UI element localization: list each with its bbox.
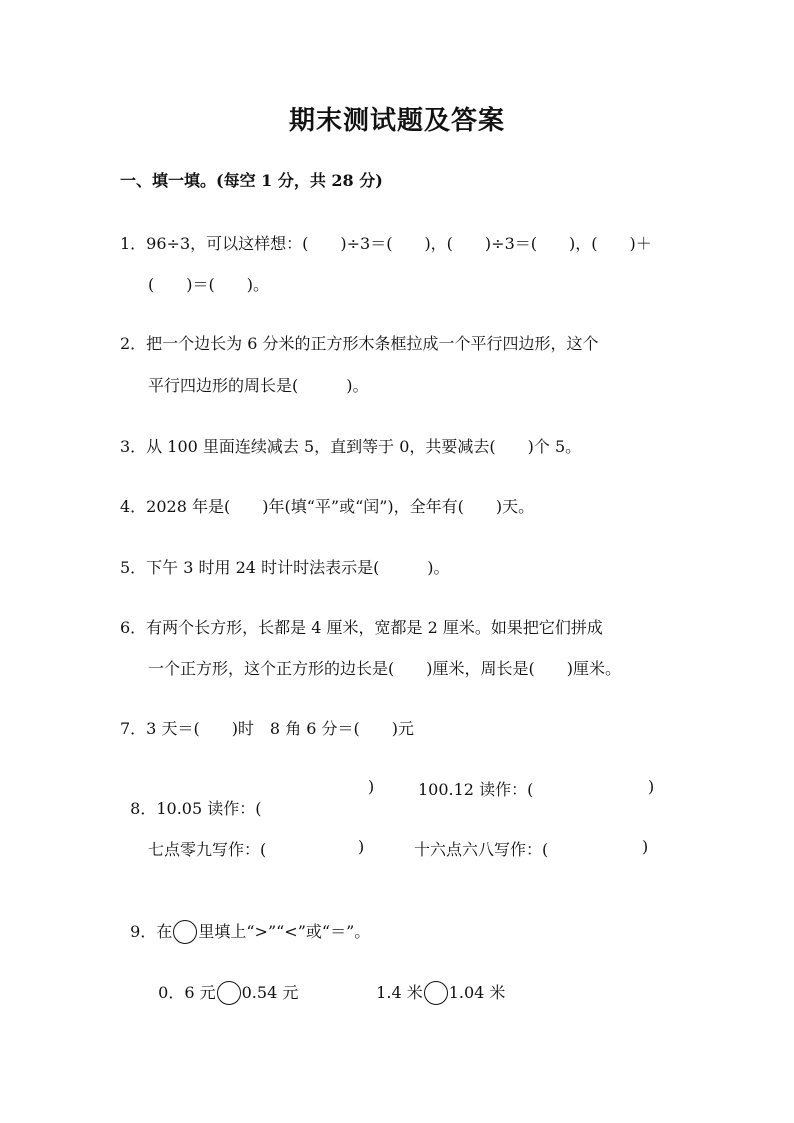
question-9 xyxy=(120,900,370,944)
q8-read-1-label: 8．10.05 读作：( xyxy=(130,799,262,818)
question-7: 7．3 天＝( )时 8 角 6 分＝( )元 xyxy=(120,719,415,738)
compare-2-left: 1.4 米 xyxy=(376,983,423,1002)
question-6-line-1: 6．有两个长方形，长都是 4 厘米，宽都是 2 厘米。如果把它们拼成 xyxy=(120,618,603,637)
question-4: 4．2028 年是( )年(填“平”或“闰”)，全年有( )天。 xyxy=(120,497,535,516)
question-8-read-2: 100.12 读作：( xyxy=(418,780,534,799)
question-2-line-1: 2．把一个边长为 6 分米的正方形木条框拉成一个平行四边形，这个 xyxy=(120,334,599,353)
question-6-line-2: 一个正方形，这个正方形的边长是( )厘米，周长是( )厘米。 xyxy=(148,659,621,678)
question-2-line-2: 平行四边形的周长是( )。 xyxy=(148,376,369,395)
compare-1-right: 0.54 元 xyxy=(241,983,299,1002)
comparison-circle-icon[interactable] xyxy=(217,981,241,1005)
q9-suffix: 里填上“>”“<”或“＝”。 xyxy=(198,922,371,941)
question-8-write-2: 十六点六八写作：( xyxy=(414,840,549,859)
question-8-write-1: 七点零九写作：( xyxy=(148,840,267,859)
question-5: 5．下午 3 时用 24 时计时法表示是( )。 xyxy=(120,558,450,577)
section-heading: 一、填一填。(每空 1 分，共 28 分) xyxy=(120,171,383,190)
question-8-read-1 xyxy=(120,777,262,819)
compare-2-right: 1.04 米 xyxy=(448,983,506,1002)
q8-read-2-close: ) xyxy=(648,777,655,796)
question-9-compare-2 xyxy=(366,961,505,1005)
question-3: 3．从 100 里面连续减去 5，直到等于 0，共要减去( )个 5。 xyxy=(120,437,582,456)
question-9-compare-1 xyxy=(148,961,298,1005)
compare-1-left: 0．6 元 xyxy=(158,983,216,1002)
comparison-circle-icon xyxy=(173,920,197,944)
page-title: 期末测试题及答案 xyxy=(288,106,505,136)
q9-prefix: 9．在 xyxy=(130,922,173,941)
q8-write-1-close: ) xyxy=(358,837,365,856)
question-1-line-2: ( )＝( )。 xyxy=(148,275,269,294)
q8-read-1-close: ) xyxy=(368,777,375,796)
q8-write-2-close: ) xyxy=(642,837,649,856)
comparison-circle-icon[interactable] xyxy=(424,981,448,1005)
question-1-line-1: 1．96÷3，可以这样想：( )÷3＝( )，( )÷3＝( )，( )＋ xyxy=(120,234,652,253)
